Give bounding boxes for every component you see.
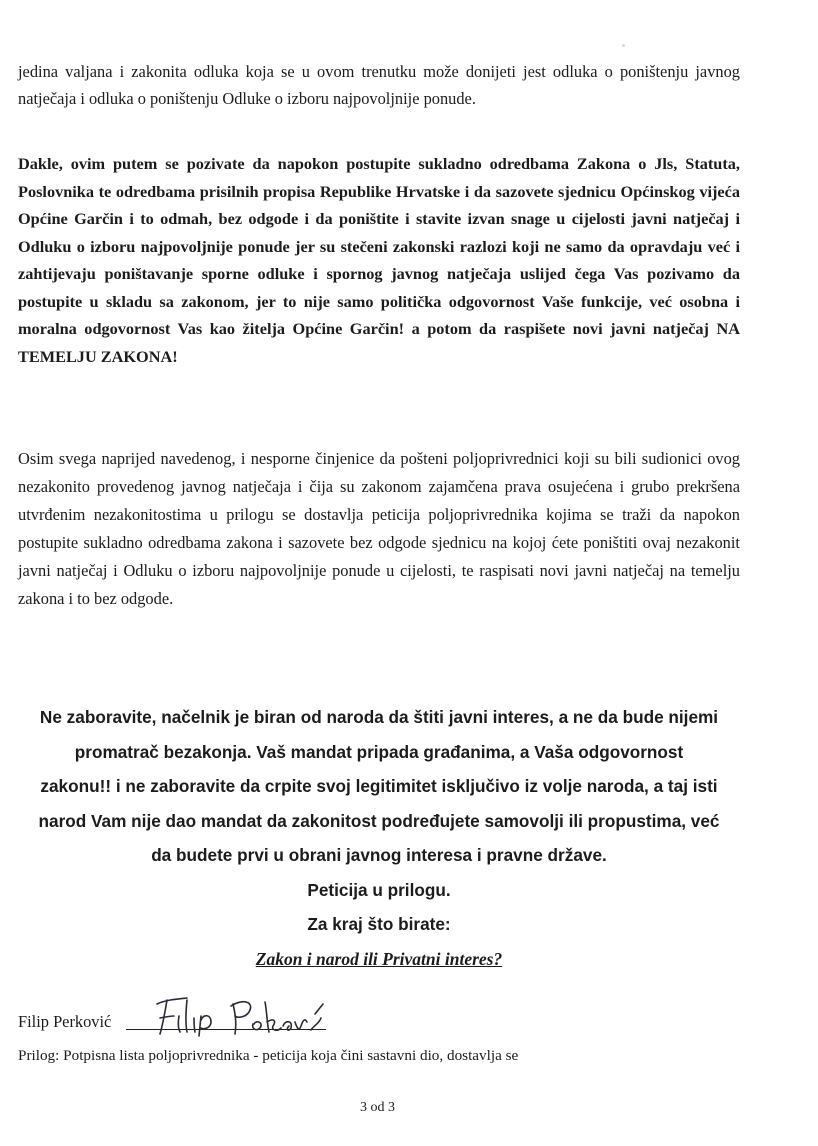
page-number: 3 od 3 — [360, 1100, 395, 1115]
closing-line-5: da budete prvi u obrani javnog interesa i pravne države. — [151, 845, 607, 865]
paragraph-3: Osim svega naprijed navedenog, i nesporne činjenice da pošteni poljoprivrednici koji su bili sudionici ovog nezakonito provedenog javnog natječaja i čija su zakonom zajamčena prava osujećena i grubo prekršena utvrđenim nezakonitostima u prilogu se dostavlja peticija poljoprivrednika kojima se traži da napokon postupite sukladno odredbama zakona i sazovete bez odgode sjednicu na kojoj ćete poništiti ovaj nezakonit javni natječaj i Odluku o izboru najpovoljnije ponude u cijelosti, te raspisati novi javni natječaj na temelju zakona i to bez odgode. — [18, 449, 740, 608]
closing-statement — [18, 700, 740, 976]
closing-question: Zakon i narod ili Privatni interes? — [255, 948, 503, 969]
signatory-name: Filip Perković — [18, 1012, 112, 1031]
paragraph-2-bold: Dakle, ovim putem se pozivate da napokon postupite sukladno odredbama Zakona o Jls, Statuta, Poslovnika te odredbama prisilnih propisa Republike Hrvatske i da sazovete sjednicu Općinskog vijeća Općine Garčin i to odmah, bez odgode i da poništite i stavite izvan snage u cijelosti javni natječaj i Odluku o izboru najpovoljnije ponude jer su stečeni zakonski razlozi koji ne samo da opravdaju već i zahtijevaju poništavanje sporne odluke i spornog javnog natječaja uslijed čega Vas pozivamo da postupite u skladu sa zakonom, jer to nije samo politička odgovornost Vaše funkcije, već osobna i moralna odgovornost Vas kao žitelja Općine Garčin! a potom da raspišete novi javni natječaj NA TEMELJU ZAKONA! — [18, 154, 740, 366]
paragraph-1: jedina valjana i zakonita odluka koja se u ovom trenutku može donijeti jest odluka o poništenju javnog natječaja i odluka o poništenju Odluke o izboru najpovoljnije ponude. — [18, 62, 740, 108]
closing-line-6: Peticija u prilogu. — [307, 879, 451, 900]
scan-dot — [622, 44, 625, 47]
handwritten-signature — [143, 990, 343, 1038]
closing-line-2: promatrač bezakonja. Vaš mandat pripada građanima, a Vaša odgovornost — [74, 741, 684, 762]
closing-line-1: Ne zaboravite, načelnik je biran od naroda da štiti javni interes, a ne da bude nijemi — [39, 707, 719, 727]
attachment-note: Prilog: Potpisna lista poljoprivrednika - peticija koja čini sastavni dio, dostavlja se — [18, 1047, 519, 1064]
signature-block — [18, 990, 618, 1040]
closing-line-3: zakonu!! i ne zaboravite da crpite svoj legitimitet isključivo iz volje naroda, a taj isti — [40, 776, 718, 796]
closing-line-7: Za kraj što birate: — [307, 914, 451, 934]
closing-line-4: narod Vam nije dao mandat da zakonitost podređujete samovolji ili propustima, već — [38, 810, 720, 831]
